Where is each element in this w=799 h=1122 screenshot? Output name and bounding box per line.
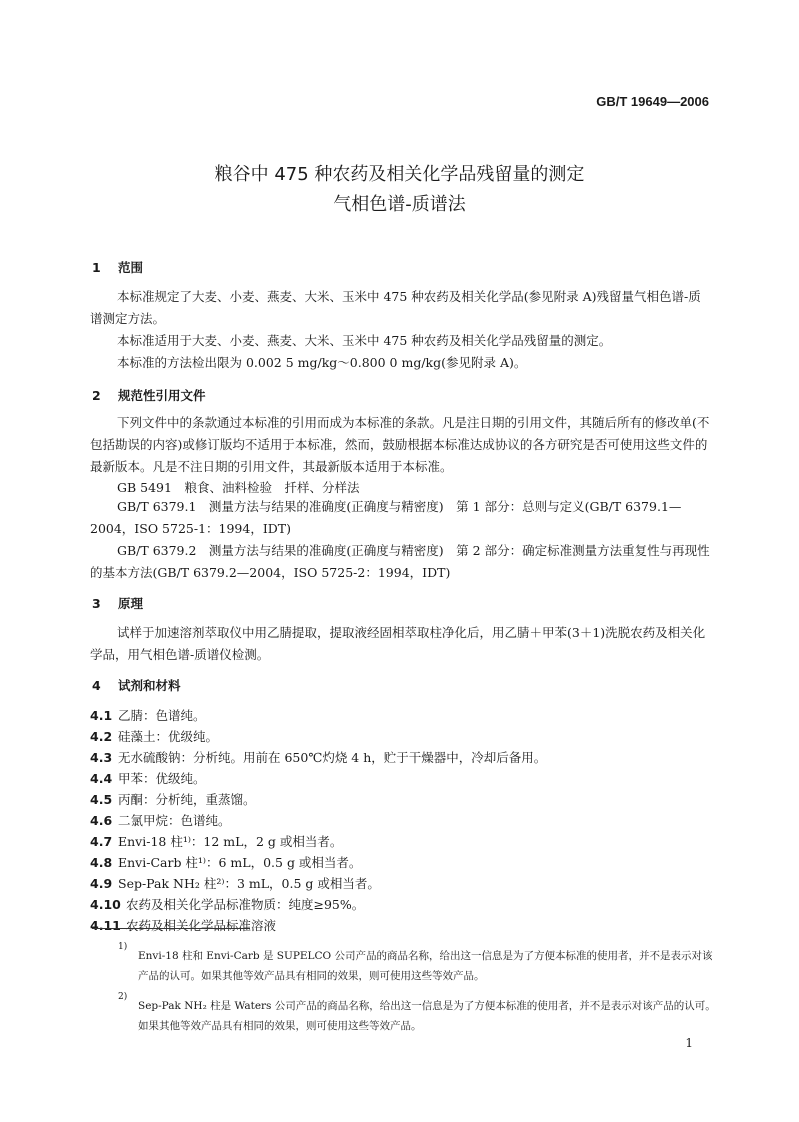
section-number: 2 <box>92 388 101 403</box>
item-text: 农药及相关化学品标准物质：纯度≥95%。 <box>126 897 365 912</box>
section-title: 原理 <box>118 596 144 611</box>
item-number: 4.3 <box>90 750 113 765</box>
item-number: 4.11 <box>90 918 121 933</box>
reference-gb5491: GB 5491 粮食、油料检验 扦样、分样法 <box>117 480 360 495</box>
item-number: 4.2 <box>90 729 113 744</box>
item-number: 4.4 <box>90 771 113 786</box>
reagent-item <box>90 769 206 787</box>
page-number: 1 <box>685 1036 693 1050</box>
section-number: 3 <box>92 596 101 611</box>
item-number: 4.6 <box>90 813 113 828</box>
reagent-item <box>90 832 342 850</box>
document-title: 粮谷中 475 种农药及相关化学品残留量的测定 <box>214 164 585 185</box>
footnote-marker: 1) <box>118 942 128 952</box>
item-number: 4.10 <box>90 897 121 912</box>
section-title: 范围 <box>118 260 144 275</box>
item-text: Envi-18 柱¹⁾：12 mL，2 g 或相当者。 <box>118 834 343 849</box>
section-title: 试剂和材料 <box>118 678 181 693</box>
item-text: 丙酮：分析纯，重蒸馏。 <box>118 792 256 807</box>
reagent-item <box>90 790 256 808</box>
scope-paragraph-3: 本标准的方法检出限为 0.002 5 mg/kg～0.800 0 mg/kg(参见附录 A)。 <box>117 355 527 370</box>
reagent-item <box>90 916 276 934</box>
scope-paragraph-1: 本标准规定了大麦、小麦、燕麦、大米、玉米中 475 种农药及相关化学品(参见附录 A)残留量气相色谱-质谱测定方法。 <box>90 289 701 326</box>
section-heading-scope <box>92 258 143 276</box>
item-text: 二氯甲烷：色谱纯。 <box>118 813 231 828</box>
reagent-item <box>90 706 206 724</box>
reference-gbt6379-1: GB/T 6379.1 测量方法与结果的准确度(正确度与精密度) 第 1 部分：总则与定义(GB/T 6379.1—2004，ISO 5725-1：1994，IDT) <box>90 499 682 536</box>
section-heading-reagents <box>92 676 181 694</box>
item-number: 4.7 <box>90 834 113 849</box>
item-text: 硅藻土：优级纯。 <box>118 729 219 744</box>
footnote-divider <box>92 928 250 929</box>
item-number: 4.9 <box>90 876 113 891</box>
item-text: 农药及相关化学品标准溶液 <box>126 918 277 933</box>
item-text: 甲苯：优级纯。 <box>118 771 206 786</box>
scope-paragraph-2: 本标准适用于大麦、小麦、燕麦、大米、玉米中 475 种农药及相关化学品残留量的测定。 <box>117 333 612 348</box>
reagent-item <box>90 811 231 829</box>
item-number: 4.8 <box>90 855 113 870</box>
section-heading-normative-references <box>92 386 206 404</box>
standard-code: GB/T 19649—2006 <box>596 94 709 109</box>
footnote-marker: 2) <box>118 992 128 1002</box>
principle-paragraph: 试样于加速溶剂萃取仪中用乙腈提取，提取液经固相萃取柱净化后，用乙腈＋甲苯(3＋1)洗脱农药及相关化学品，用气相色谱-质谱仪检测。 <box>90 625 706 662</box>
section-number: 1 <box>92 260 101 275</box>
reagent-item <box>90 853 361 871</box>
reagent-item <box>90 874 380 892</box>
item-number: 4.1 <box>90 708 113 723</box>
item-number: 4.5 <box>90 792 113 807</box>
section-heading-principle <box>92 594 143 612</box>
section-number: 4 <box>92 678 101 693</box>
footnote-1: Envi-18 柱和 Envi-Carb 是 SUPELCO 公司产品的商品名称，给出这一信息是为了方便本标准的使用者，并不是表示对该产品的认可。如果其他等效产品具有相同的效果，则可使用这些等效产品。 <box>138 950 713 982</box>
item-text: Sep-Pak NH₂ 柱²⁾：3 mL，0.5 g 或相当者。 <box>118 876 380 891</box>
reagent-item <box>90 748 546 766</box>
references-intro-paragraph: 下列文件中的条款通过本标准的引用而成为本标准的条款。凡是注日期的引用文件，其随后所有的修改单(不包括勘误的内容)或修订版均不适用于本标准，然而，鼓励根据本标准达成协议的各方研究是否可使用这些文件的最新版本。凡是不注日期的引用文件，其最新版本适用于本标准。 <box>90 415 710 474</box>
item-text: Envi-Carb 柱¹⁾：6 mL，0.5 g 或相当者。 <box>118 855 362 870</box>
reagent-item <box>90 727 218 745</box>
reagent-item <box>90 895 364 913</box>
section-title: 规范性引用文件 <box>118 388 206 403</box>
footnote-2: Sep-Pak NH₂ 柱是 Waters 公司产品的商品名称，给出这一信息是为了方便本标准的使用者，并不是表示对该产品的认可。如果其他等效产品具有相同的效果，则可使用这些等效产品。 <box>138 1000 716 1032</box>
item-text: 无水硫酸钠：分析纯。用前在 650℃灼烧 4 h，贮于干燥器中，冷却后备用。 <box>118 750 547 765</box>
reference-gbt6379-2: GB/T 6379.2 测量方法与结果的准确度(正确度与精密度) 第 2 部分：确定标准测量方法重复性与再现性的基本方法(GB/T 6379.2—2004，ISO 5725-2：1994，IDT) <box>90 543 710 580</box>
item-text: 乙腈：色谱纯。 <box>118 708 206 723</box>
document-subtitle: 气相色谱-质谱法 <box>333 194 466 215</box>
